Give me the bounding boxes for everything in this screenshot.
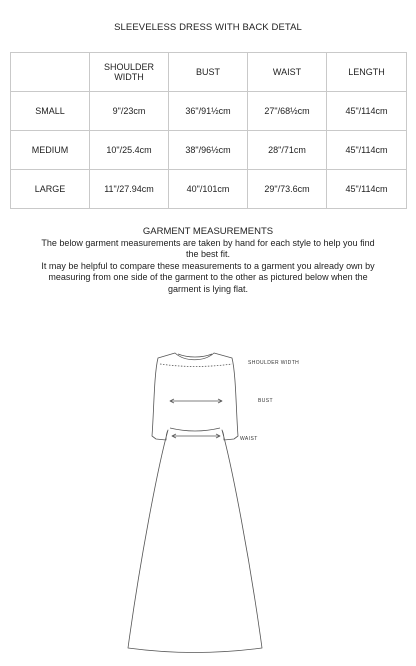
waist-value: 28"/71cm (248, 131, 327, 170)
shoulder-value: 11"/27.94cm (90, 170, 169, 209)
table-row (11, 170, 407, 209)
size-chart-table (10, 52, 407, 209)
page-title: SLEEVELESS DRESS WITH BACK DETAL (114, 22, 302, 33)
shoulder-value: 9"/23cm (90, 92, 169, 131)
bust-value: 36"/91½cm (169, 92, 248, 131)
waist-label: WAIST (240, 436, 258, 442)
garment-instructions-text: It may be helpful to compare these measurements to a garment you already own by measuring from one side of the garment to the other as pictured below when the garment is lying flat. (41, 260, 375, 294)
header-empty (11, 53, 90, 92)
header-shoulder-width: SHOULDER WIDTH (90, 53, 169, 92)
length-value: 45"/114cm (327, 92, 407, 131)
waist-value: 27"/68½cm (248, 92, 327, 131)
shoulder-measure-line (160, 364, 232, 367)
length-value: 45"/114cm (327, 131, 407, 170)
size-label: LARGE (11, 170, 90, 209)
table-row (11, 92, 407, 131)
garment-measurements-title: GARMENT MEASUREMENTS (142, 226, 274, 237)
size-label: MEDIUM (11, 131, 90, 170)
header-waist: WAIST (248, 53, 327, 92)
bust-value: 38"/96½cm (169, 131, 248, 170)
bust-value: 40"/101cm (169, 170, 248, 209)
table-header-row (11, 53, 407, 92)
waist-seam (170, 428, 220, 431)
garment-measurements-section (40, 226, 376, 296)
shoulder-width-label: SHOULDER WIDTH (248, 360, 300, 366)
length-value: 45"/114cm (327, 170, 407, 209)
garment-intro-text: The below garment measurements are taken by hand for each style to help you find the best fit. (41, 237, 375, 260)
waist-value: 29"/73.6cm (248, 170, 327, 209)
header-bust: BUST (169, 53, 248, 92)
header-length: LENGTH (327, 53, 407, 92)
bust-label: BUST (258, 398, 273, 404)
table-row (11, 131, 407, 170)
dress-measurement-diagram (0, 340, 416, 660)
size-label: SMALL (11, 92, 90, 131)
shoulder-value: 10"/25.4cm (90, 131, 169, 170)
neckline (178, 354, 212, 357)
dress-outline (128, 353, 262, 653)
